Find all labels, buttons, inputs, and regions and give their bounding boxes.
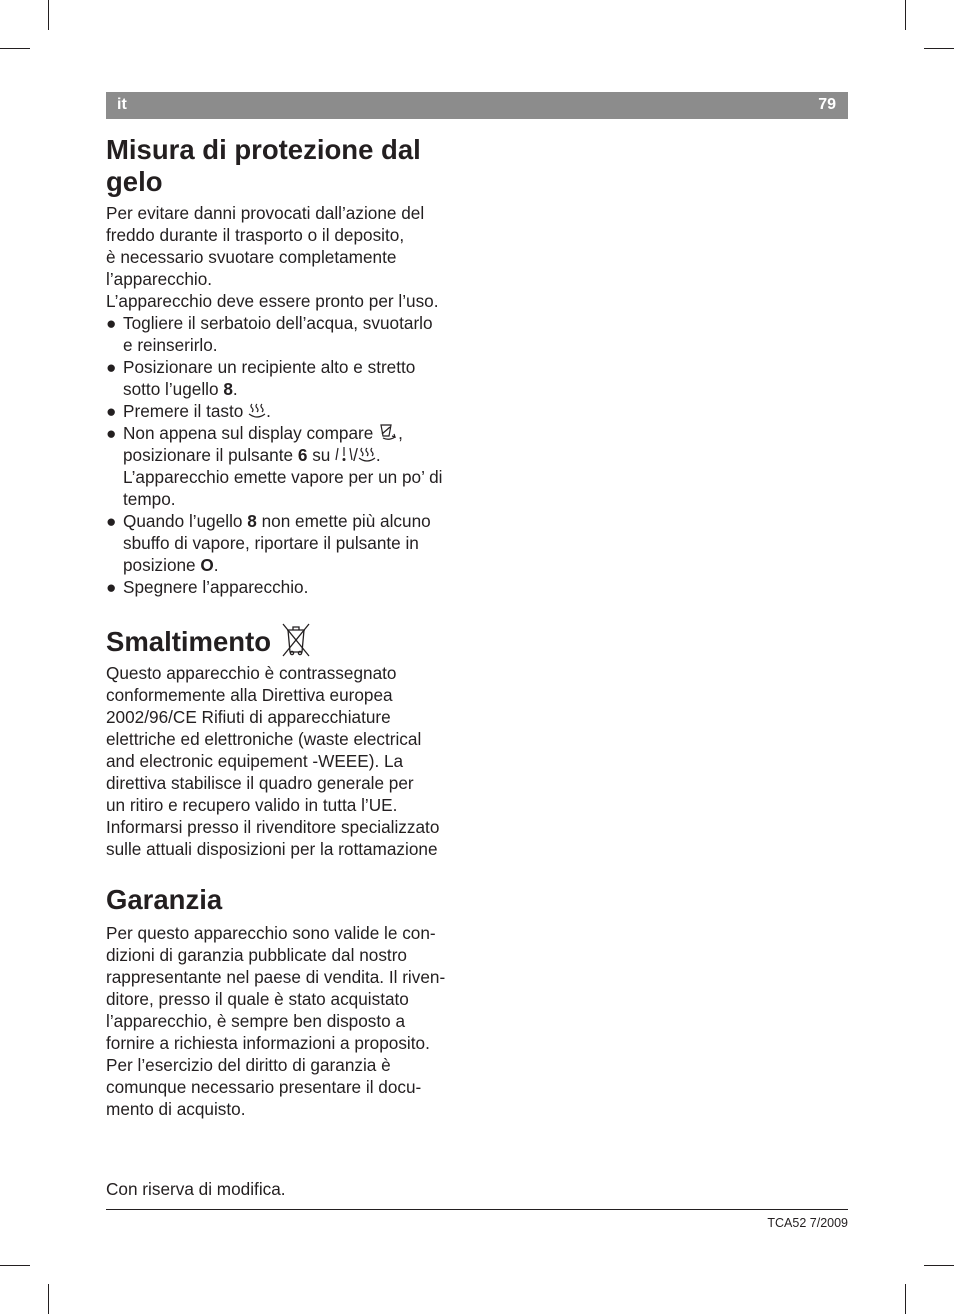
bullet: ● (106, 423, 117, 443)
descale-display-icon (378, 423, 398, 441)
bullet: ● (106, 511, 117, 531)
section-title-warranty: Garanzia (106, 884, 223, 915)
section-title-frost: Misura di protezione dal gelo (106, 134, 421, 197)
list-item: ● Non appena sul display compare , posizionare il pulsante 6 su / . L’apparecchio emette vapore per un po’ di tempo. (106, 423, 443, 509)
crop-mark (924, 1265, 954, 1266)
disposal-text: Questo apparecchio è contrassegnato conformemente alla Direttiva europea 2002/96/CE Rifiuti di apparecchiature elettriche ed elettroniche (waste electrical and electronic equipement -WEEE). La direttiva stabilisce il quadro generale per un ritiro e recupero valido in tutta l’UE. Informarsi presso il rivenditore specializzato sulle attuali disposizioni per la rottamazione (106, 663, 440, 859)
position-reference: O (200, 555, 214, 575)
modification-note: Con riserva di modifica. (106, 1179, 286, 1199)
weee-bin-icon (281, 622, 311, 658)
warranty-text: Per questo apparecchio sono valide le con- dizioni di garanzia pubblicate dal nostro rappresentante nel paese di vendita. Il riven- ditore, presso il quale è stato acquistato l’apparecchio, è sempre ben disposto a fornire a richiesta informazioni a proposito. Per l’esercizio del diritto di garanzia è comunque necessario presentare il docu- mento di acquisto. (106, 923, 446, 1119)
list-item: ● Premere il tasto . (106, 401, 271, 421)
section-title-disposal: Smaltimento (106, 622, 476, 658)
list-item: ● Spegnere l’apparecchio. (106, 577, 309, 597)
part-reference: 6 (297, 445, 308, 465)
main-column (106, 134, 476, 1120)
crop-mark (48, 0, 49, 30)
part-reference: 8 (247, 511, 257, 531)
crop-mark (0, 1265, 30, 1266)
footer-divider (106, 1209, 848, 1210)
crop-mark (0, 48, 30, 49)
part-reference: 8 (223, 379, 233, 399)
language-code: it (117, 96, 127, 113)
steam-key-icon (248, 403, 266, 419)
page-header-bar (106, 92, 848, 119)
bullet: ● (106, 577, 117, 597)
crop-mark (905, 0, 906, 30)
list-item: ● Togliere il serbatoio dell’acqua, svuotarlo e reinserirlo. (106, 313, 433, 355)
frost-intro: Per evitare danni provocati dall’azione del freddo durante il trasporto o il deposito, è necessario svuotare completamente l’apparecchio. L’apparecchio deve essere pronto per l’uso. (106, 203, 439, 311)
bullet: ● (106, 357, 117, 377)
crop-mark (924, 48, 954, 49)
list-item: ● Posizionare un recipiente alto e stretto sotto l’ugello 8. (106, 357, 416, 399)
list-item: ● Quando l’ugello 8 non emette più alcuno sbuffo di vapore, riportare il pulsante in posizione O. (106, 511, 431, 575)
document-code: TCA52 7/2009 (767, 1216, 848, 1230)
bullet: ● (106, 401, 117, 421)
bullet: ● (106, 313, 117, 333)
steam-dispense-icon (335, 445, 353, 463)
crop-mark (905, 1284, 906, 1314)
page-number: 79 (818, 96, 836, 113)
crop-mark (48, 1284, 49, 1314)
steam-key-icon (358, 447, 376, 463)
